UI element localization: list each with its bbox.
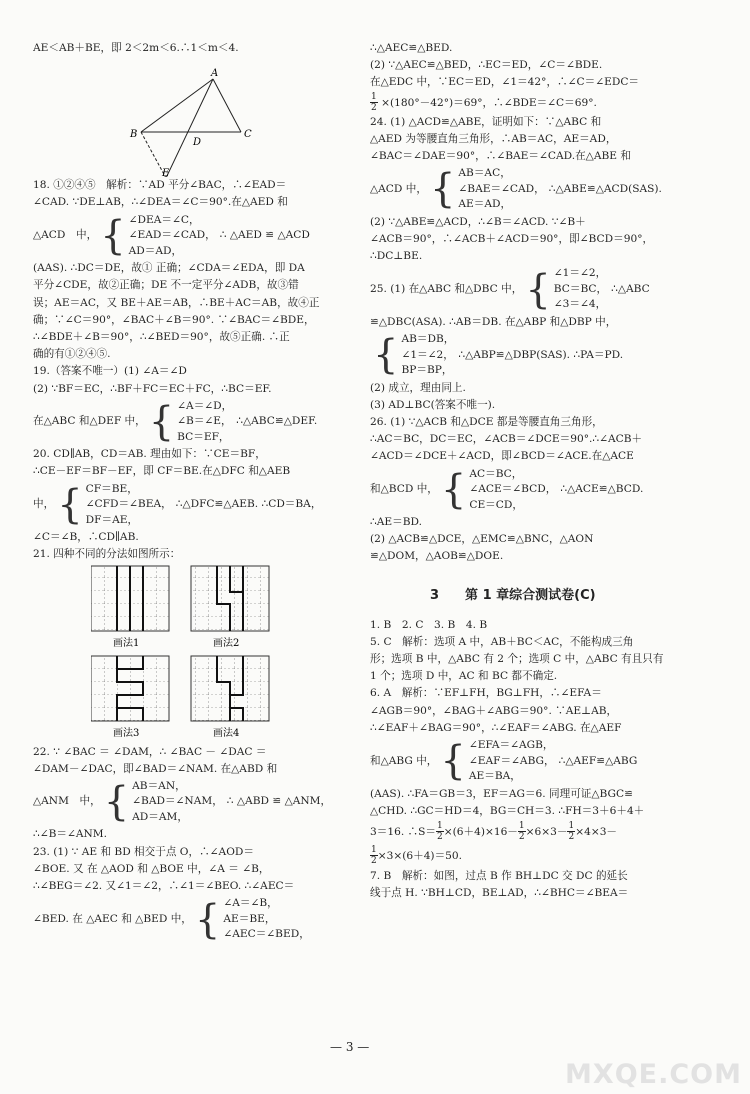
q6-system: 和△ABG 中， { ∠EFA＝∠AGB， ∠EAF＝∠ABG， AE＝BA， ∴△AEF≌△ABG [370,738,638,785]
q26-line: ∠ACD＝∠DCE＋∠ACD，即∠BCD＝∠ACE.在△ACE [370,450,634,463]
point-e-label: E [162,168,170,178]
r-line: $\frac{1}{2}$ ×(180°－42°)＝69°，∴∠BDE＝∠C＝69°. [371,92,597,114]
grid-method-1 [91,566,169,649]
q18-line: 确；∵∠C＝90°，∠BAC＋∠B＝90°. ∵∠BAC＝∠BDE， [33,313,315,326]
point-b-label: B [130,129,138,141]
grid-method-3 [91,656,169,739]
point-a-label: A [211,68,219,80]
grid-method-2 [191,566,269,649]
page-number: — 3 — [330,1040,370,1054]
q24-line: ∴DC⊥BE. [370,250,423,263]
q26-system: 和△BCD 中， { AC＝BC， ∠ACE＝∠BCD， CE＝CD， ∴△ACE≌△BCD. [370,466,644,513]
grid-method-4 [191,656,269,739]
q18-head: 18. ①②④⑤ 解析：∵AD 平分∠BAC，∴∠EAD＝ [33,179,287,192]
q18-system: △ACD 中， { ∠DEA＝∠C， ∠EAD＝∠CAD， AD＝AD， ∴ △AED ≌ △ACD [33,212,310,259]
q20-line: ∴CE－EF＝BF－EF，即 CF＝BE.在△DFC 和△AEB [33,465,291,478]
grid-label: 画法4 [213,727,240,739]
r-line: 在△EDC 中，∵EC＝ED，∠1＝42°，∴∠C＝∠EDC＝ [370,76,640,89]
q24-line: ∠BAC＝∠DAE＝90°，∴∠BAE＝∠CAD.在△ABE 和 [370,150,631,163]
watermark: MXQE.COM [565,1059,742,1090]
q18-line: 平分∠CDE，故②正确；DE 不一定平分∠ADB，故③错 [33,279,299,292]
section-title [430,584,688,603]
q7-line: 7. B 解析：如图，过点 B 作 BH⊥DC 交 DC 的延长 [370,869,628,882]
q24-line: 24. (1) △ACD≌△ABE，证明如下：∵△ABC 和 [370,115,602,128]
r-line: ∴△AEC≌△BED. [370,42,453,54]
q6-line: (AAS). ∴FA＝GB＝3，EF＝AG＝6. 同理可证△BGC≌ [370,787,633,800]
section-number: 3 [430,587,440,603]
point-d-label: D [193,137,202,149]
q18-line: 误；AE＝AC，又 BE＋AE＝AB，∴BE＋AC＝AB，故④正 [33,296,320,309]
q23-system: ∠BED. 在 △AEC 和 △BED 中， { ∠A＝∠B， AE＝BE， ∠AEC＝∠BED， [33,896,310,943]
q24-line: △AED 为等腰直角三角形，∴AB＝AC，AE＝AD， [370,132,617,145]
q6-area-line: 3＝16. ∴S＝ $\frac{1}{2}$ ×(6＋4)×16－ $\frac{1}{2}$ ×6×3－ $\frac{1}{2}$ ×4×3－ [370,821,618,843]
q24-line: ∠ACB＝90°，∴∠ACB＋∠ACD＝90°，即∠BCD＝90°， [370,232,654,245]
q26-line: (2) △ACB≌△DCE，△EMC≌△BNC，△AON [370,533,594,546]
q26-line: 26. (1) ∵△ACB 和△DCE 都是等腰直角三角形， [370,415,603,428]
q22-line: ∴∠B＝∠ANM. [33,828,108,841]
triangle-figure [33,57,351,177]
q21-line: 21. 四种不同的分法如图所示： [33,548,181,561]
q25-line: (3) AD⊥BC(答案不唯一). [370,398,496,411]
grid-label: 画法2 [213,637,240,649]
grid-label: 画法1 [113,637,140,649]
q19-system: 在△ABC 和△DEF 中， { ∠A＝∠D， ∠B＝∠E， BC＝EF， ∴△ABC≌△DEF. [33,398,318,445]
grid-figures [91,564,409,744]
grid-label: 画法3 [113,727,140,739]
q25-system: 25. (1) 在△ABC 和△DBC 中， { ∠1＝∠2， BC＝BC， ∠3＝∠4， ∴△ABC [370,266,650,313]
r-line: (2) ∵△AEC≌△BED，∴EC＝ED，∠C＝∠BDE. [370,59,603,72]
q19-line: 19.（答案不唯一）(1) ∠A＝∠D [33,365,187,378]
q20-system: 中， { CF＝BE， ∠CFD＝∠BEA， DF＝AE， ∴△DFC≌△AEB. ∴CD＝BA， [33,481,322,528]
q18-line: (AAS). ∴DC＝DE，故① 正确；∠CDA＝∠EDA，即 DA [33,262,305,275]
q18-line: ∠CAD. ∵DE⊥AB，∴∠DEA＝∠C＝90°.在△AED 和 [33,196,288,209]
q25-system-2: { AB＝DB， ∠1＝∠2， BP＝BP， ∴△ABP≌△DBP(SAS). ∴PA＝PD. [373,332,624,379]
q20-line: ∠C＝∠B，∴CD∥AB. [33,531,139,544]
q5-line: 5. C 解析：选项 A 中，AB＋BC＜AC，不能构成三角 [370,635,634,648]
q22-line: 22. ∵ ∠BAC ＝ ∠DAM，∴ ∠BAC － ∠DAC ＝ [33,745,267,758]
right-column [370,40,688,902]
q6-line: ∠AGB＝90°，∠BAG＋∠ABG＝90°. ∵AE⊥AB， [370,704,618,717]
q22-system: △ANM 中， { AB＝AN， ∠BAD＝∠NAM， AD＝AM， ∴ △ABD ≌ △ANM， [33,779,332,826]
q23-line: ∠BOE. 又 在 △AOD 和 △BOE 中，∠A ＝ ∠B， [33,862,270,875]
q20-line: 20. CD∥AB，CD＝AB. 理由如下：∵CE＝BF， [33,448,266,461]
q23-line: ∴∠BEG＝∠2. 又∠1＝∠2，∴∠1＝∠BEO. ∴∠AEC＝ [33,880,295,893]
q24-system: △ACD 中， { AB＝AC， ∠BAE＝∠CAD， AE＝AD， ∴△ABE≌△ACD(SAS). [370,166,662,213]
q5-line: 形；选项 B 中，△ABC 有 2 个；选项 C 中，△ABC 有且只有 [370,653,664,666]
q26-line: ∴AC＝BC，DC＝EC，∠ACB＝∠DCE＝90°.∴∠ACB＋ [370,433,643,446]
q25-line: (2) 成立，理由同上. [370,381,466,394]
fraction-half: $\frac{1}{2}$ [371,92,377,114]
q5-line: 1 个；选项 D 中，AC 和 BC 都不确定. [370,670,558,683]
q19-line: (2) ∵BF＝EC，∴BF＋FC＝EC＋FC，∴BC＝EF. [33,382,272,395]
q25-line: ≌△DBC(ASA). ∴AB＝DB. 在△ABP 和△DBP 中， [370,315,617,328]
intro-line: AE＜AB＋BE，即 2＜2m＜6.∴1＜m＜4. [33,42,239,54]
q18-line: 确的有①②④⑤. [33,348,111,361]
q6-line: 6. A 解析：∵EF⊥FH，BG⊥FH，∴∠EFA＝ [370,687,602,700]
q26-line: ≌△DOM，△AOB≌△DOE. [370,550,504,563]
answers-1-4: 1. B 2. C 3. B 4. B [370,618,488,631]
q6-line: $\frac{1}{2}$ ×3×(6＋4)＝50. [371,845,463,867]
q7-line: 线于点 H. ∵BH⊥CD，BE⊥AD，∴∠BHC＝∠BEA＝ [370,887,629,900]
q22-line: ∠DAM－∠DAC，即∠BAD＝∠NAM. 在△ABD 和 [33,762,278,775]
q18-line: ∴∠BDE＋∠B＝90°，∴∠BED＝90°，故⑤正确. ∴正 [33,330,290,343]
section-title-text: 第 1 章综合测试卷(C) [465,587,596,603]
q6-line: ∴∠EAF＋∠BAG＝90°，∴∠EAF＝∠ABG. 在△AEF [370,721,622,734]
left-column [33,40,351,944]
q23-line: 23. (1) ∵ AE 和 BD 相交于点 O，∴∠AOD＝ [33,845,254,858]
point-c-label: C [244,129,252,141]
q6-line: △CHD. ∴GC＝HD＝4，BG＝CH＝3. ∴FH＝3＋6＋4＋ [370,804,645,817]
q24-line: (2) ∵△ABE≌△ACD，∴∠B＝∠ACD. ∵∠B＋ [370,215,586,228]
q26-line: ∴AE＝BD. [370,516,422,529]
